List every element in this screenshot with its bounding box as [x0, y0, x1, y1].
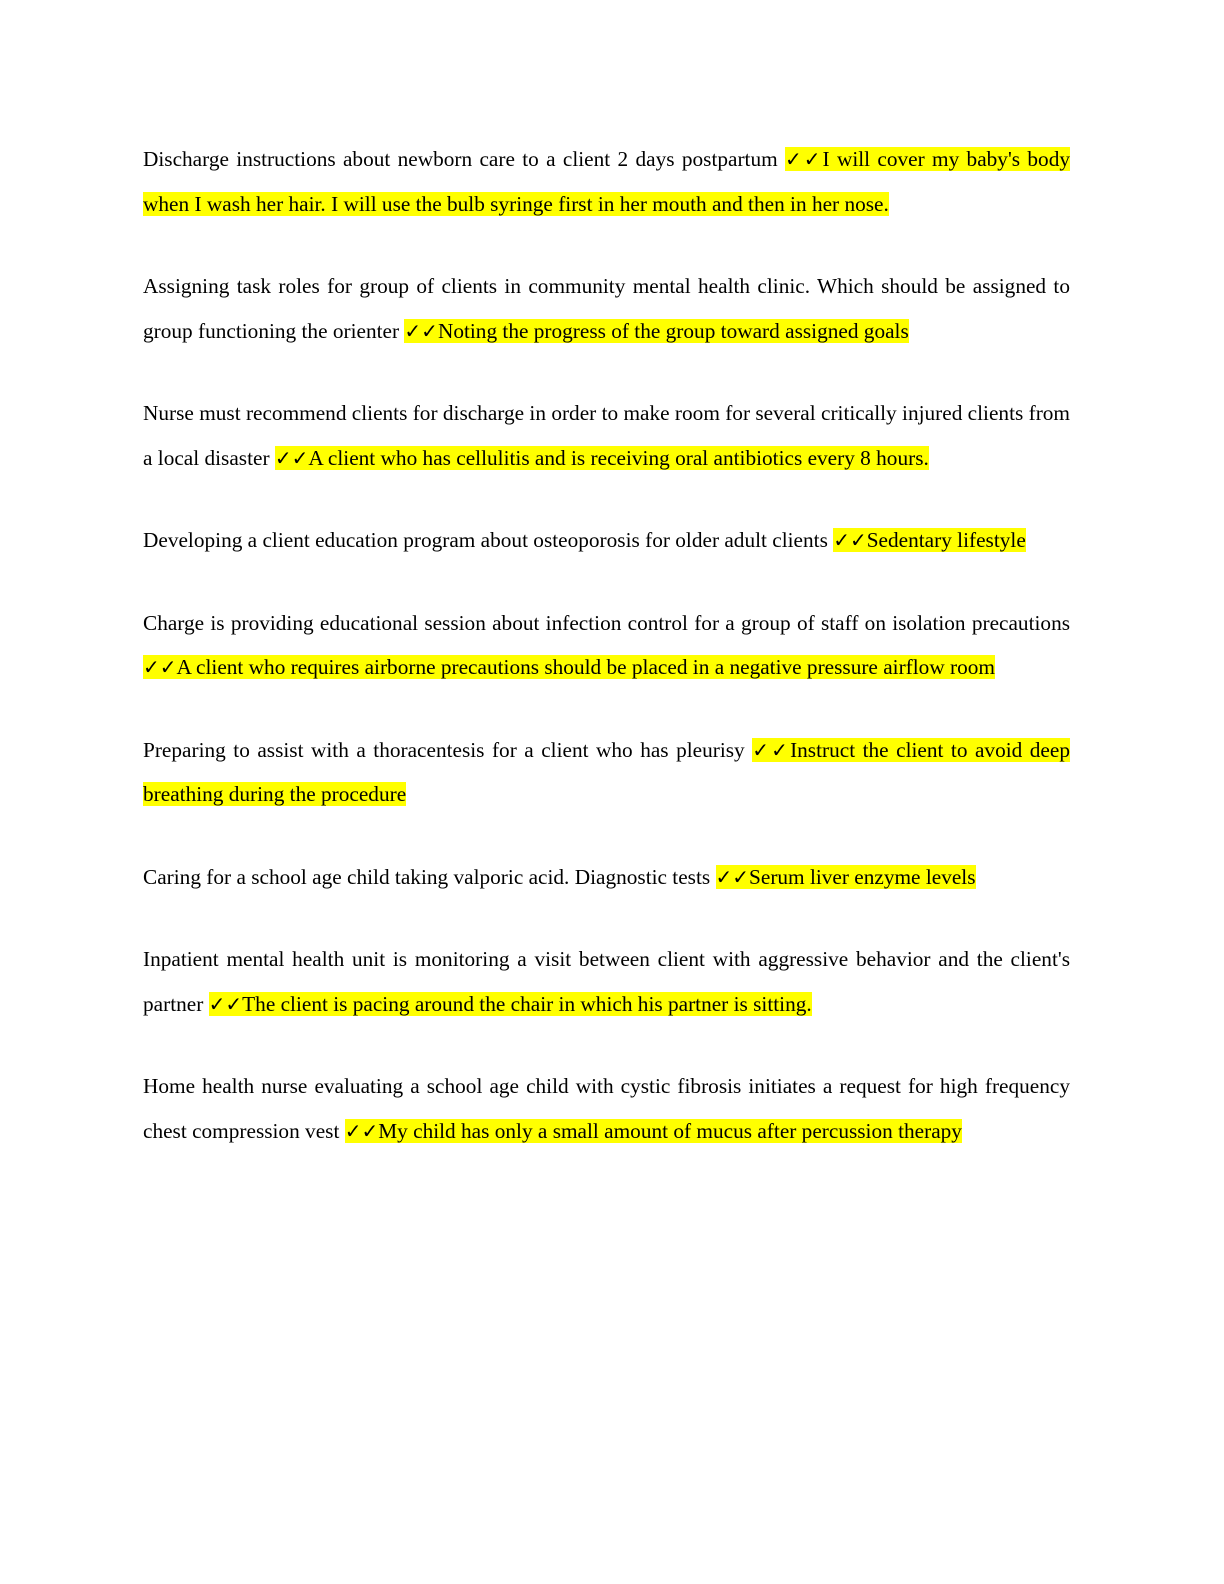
question-text: Caring for a school age child taking valporic acid. Diagnostic tests: [143, 864, 716, 889]
double-check-icon: ✓✓: [833, 528, 867, 552]
answer-text: I will cover my baby's body when I wash her hair. I will use the bulb syringe first in her mouth and then in her nose.: [143, 147, 1070, 216]
question-text: Preparing to assist with a thoracentesis for a client who has pleurisy: [143, 737, 753, 762]
double-check-icon: ✓✓: [274, 445, 309, 470]
question-text: Inpatient mental health unit is monitoring a visit between client with aggressive behavior and the client's partner: [143, 947, 1070, 1016]
qa-item: [143, 137, 1070, 226]
question-text: Home health nurse evaluating a school age child with cystic fibrosis initiates a request for high frequency chest compression vest: [143, 1074, 1070, 1143]
qa-item: [143, 391, 1070, 480]
document-page: [143, 137, 1070, 1191]
question-text: Assigning task roles for group of clients in community mental health clinic. Which should be assigned to group functioning the orienter: [143, 274, 1070, 343]
answer-highlight: [143, 655, 995, 679]
double-check-icon: ✓✓: [404, 318, 438, 343]
double-check-icon: ✓✓: [715, 864, 750, 889]
qa-item: [143, 264, 1070, 353]
answer-highlight: [275, 446, 929, 470]
qa-item: [143, 518, 1070, 563]
qa-item: [143, 1064, 1070, 1153]
answer-text: A client who requires airborne precautions should be placed in a negative pressure airflow room: [176, 655, 995, 679]
answer-highlight: [209, 992, 812, 1016]
double-check-icon: ✓✓: [344, 1118, 379, 1143]
question-text: Discharge instructions about newborn care to a client 2 days postpartum: [143, 147, 786, 171]
answer-highlight: [404, 319, 908, 343]
qa-item: [143, 937, 1070, 1026]
answer-text: Instruct the client to avoid deep breathing during the procedure: [143, 737, 1070, 806]
question-text: Charge is providing educational session about infection control for a group of staff on isolation precautions: [143, 610, 1070, 635]
double-check-icon: ✓✓: [208, 991, 243, 1016]
question-text: Developing a client education program about osteoporosis for older adult clients: [143, 528, 834, 552]
qa-item: [143, 601, 1070, 690]
question-text: Nurse must recommend clients for discharge in order to make room for several critically injured clients from a local disaster: [143, 401, 1070, 470]
answer-text: A client who has cellulitis and is receiving oral antibiotics every 8 hours.: [308, 445, 929, 470]
answer-text: My child has only a small amount of mucus after percussion therapy: [378, 1118, 962, 1143]
answer-text: Noting the progress of the group toward assigned goals: [437, 318, 909, 343]
answer-text: Sedentary lifestyle: [866, 528, 1026, 552]
double-check-icon: ✓✓: [143, 655, 177, 679]
double-check-icon: ✓✓: [785, 147, 823, 171]
answer-highlight: [345, 1119, 962, 1143]
answer-highlight: [833, 528, 1026, 552]
qa-item: [143, 855, 1070, 900]
answer-text: The client is pacing around the chair in which his partner is sitting.: [242, 991, 812, 1016]
qa-item: [143, 728, 1070, 817]
answer-text: Serum liver enzyme levels: [749, 864, 976, 889]
double-check-icon: ✓✓: [752, 737, 791, 762]
answer-highlight: [716, 865, 976, 889]
